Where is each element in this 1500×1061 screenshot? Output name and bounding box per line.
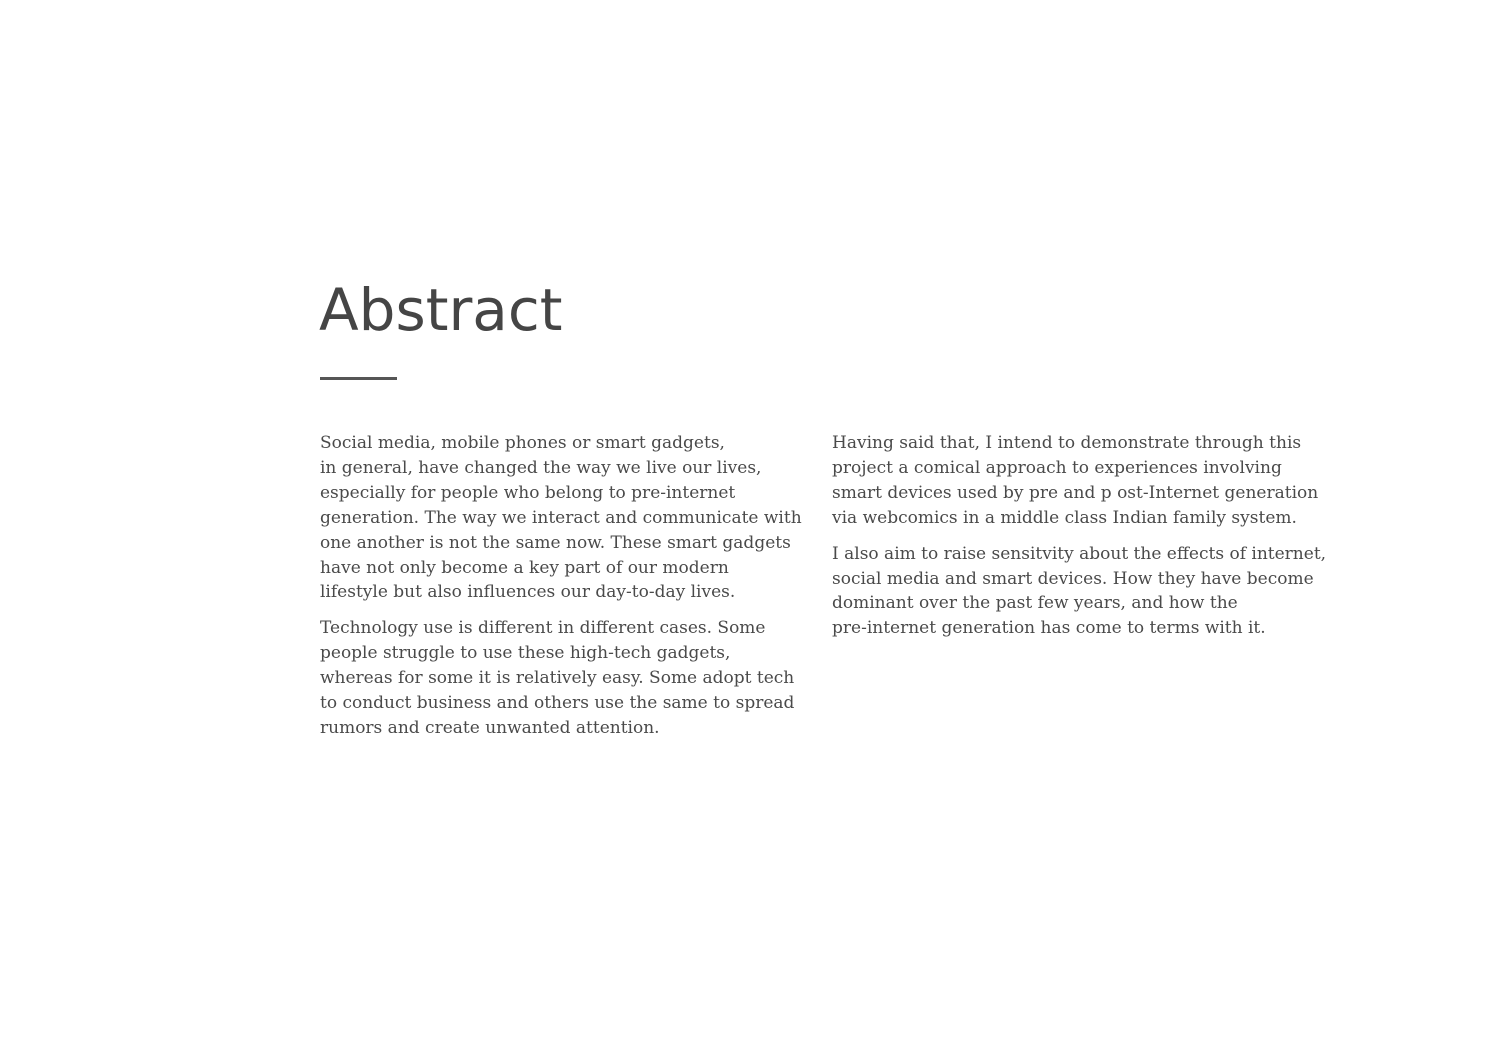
text-line: pre-internet generation has come to terms with it. (832, 618, 1266, 639)
paragraph-technology-use (320, 616, 795, 741)
left-text-column (320, 431, 802, 752)
right-text-column (832, 431, 1327, 652)
text-line: smart devices used by pre and p ost-Internet generation (832, 482, 1319, 503)
text-line: to conduct business and others use the same to spread (320, 693, 795, 714)
text-line: dominant over the past few years, and how the (832, 593, 1238, 614)
page-title: Abstract (319, 276, 563, 344)
text-line: via webcomics in a middle class Indian family system. (832, 507, 1297, 528)
text-line: Technology use is different in different cases. Some (320, 618, 766, 639)
text-line: lifestyle but also influences our day-to-day lives. (320, 582, 736, 603)
text-line: rumors and create unwanted attention. (320, 717, 660, 738)
paragraph-project-intent (832, 431, 1322, 531)
title-underline-divider (320, 377, 397, 380)
text-line: I also aim to raise sensitvity about the effects of internet, (832, 543, 1327, 564)
text-line: people struggle to use these high-tech gadgets, (320, 643, 731, 664)
text-line: Having said that, I intend to demonstrate through this (832, 433, 1302, 453)
text-line: have not only become a key part of our modern (320, 557, 729, 578)
text-line: Social media, mobile phones or smart gadgets, (320, 433, 725, 453)
paragraph-social-media (320, 431, 802, 605)
text-line: generation. The way we interact and communicate with (320, 507, 802, 528)
text-line: project a comical approach to experiences involving (832, 457, 1282, 478)
paragraph-project-aim (832, 542, 1327, 642)
text-line: one another is not the same now. These smart gadgets (320, 532, 791, 553)
text-line: in general, have changed the way we live our lives, (320, 457, 762, 478)
text-line: social media and smart devices. How they have become (832, 568, 1314, 589)
text-line: especially for people who belong to pre-internet (320, 482, 736, 503)
text-line: whereas for some it is relatively easy. Some adopt tech (320, 668, 795, 689)
